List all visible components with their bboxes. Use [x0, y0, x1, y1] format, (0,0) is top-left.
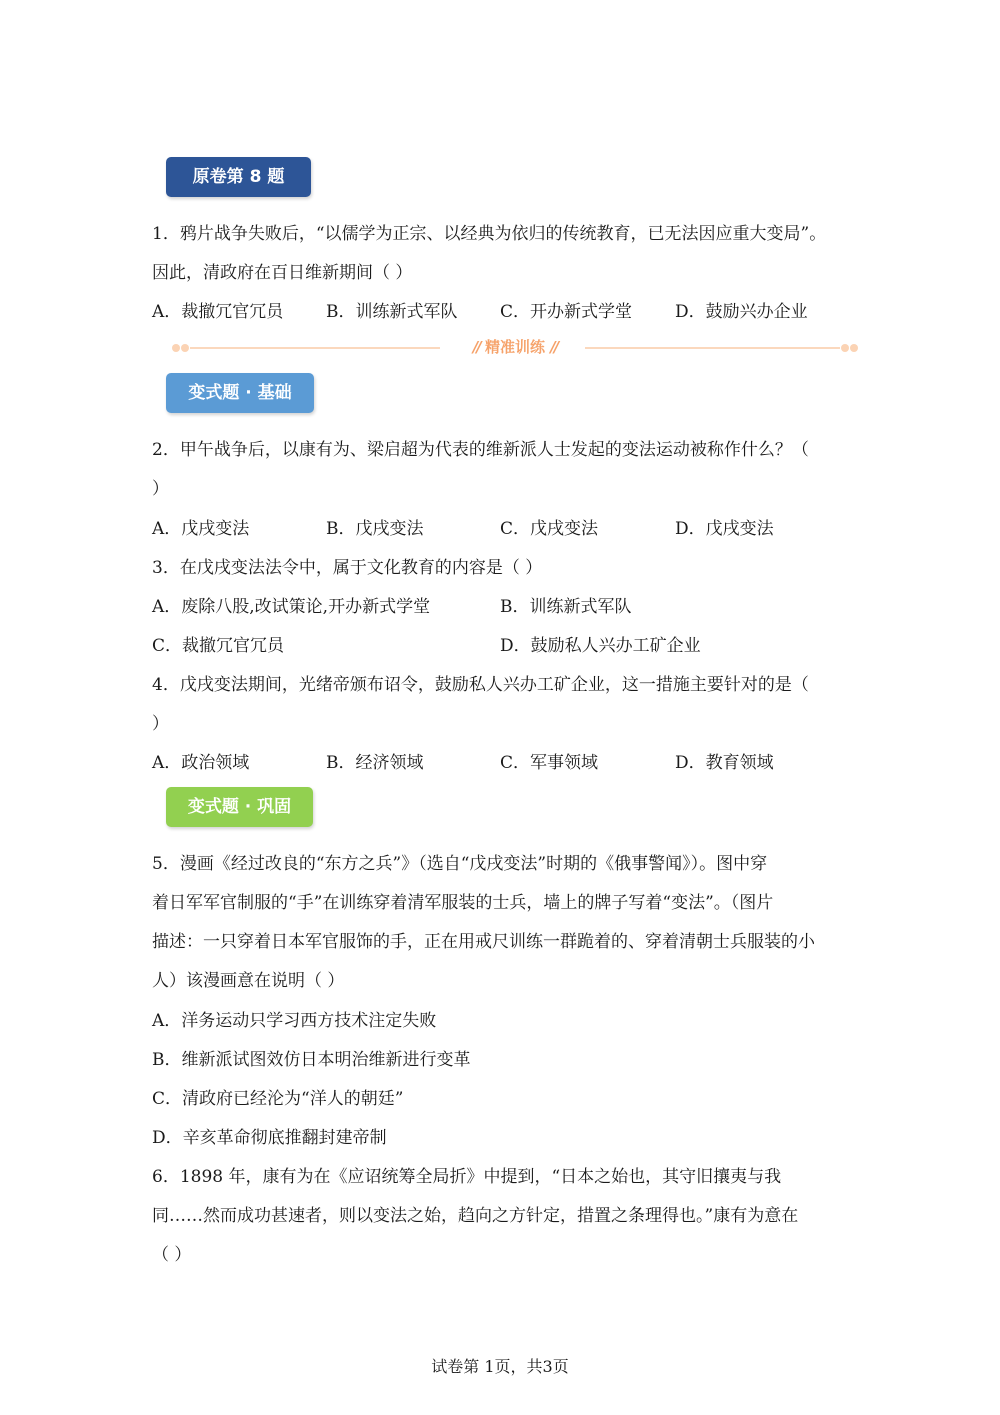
q3-option-d: D．鼓励私人兴办工矿企业: [500, 636, 701, 656]
q5-stem-line-1: 5．漫画《经过改良的“东方之兵”》（选自“戊戌变法”时期的《俄事警闻》）。图中穿: [152, 854, 768, 874]
q5-stem-line-2: 着日军军官制服的“手”在训练穿着清军服装的士兵，墙上的牌子写着“变法”。（图片: [152, 893, 774, 913]
q5-option-a: A．洋务运动只学习西方技术注定失败: [152, 1011, 437, 1031]
q3-option-b: B．训练新式军队: [500, 597, 632, 617]
q1-stem-line-1: 1．鸦片战争失败后，“以儒学为正宗、以经典为依归的传统教育，已无法因应重大变局”。: [152, 224, 827, 244]
q2-option-c: C．戊戌变法: [500, 519, 599, 539]
basic-variant-badge: 变式题 · 基础: [166, 373, 314, 413]
divider-label-group: [440, 336, 590, 358]
q2-option-a: A．戊戌变法: [152, 519, 250, 539]
divider-dot-right: [841, 344, 849, 352]
q4-option-d: D．教育领域: [675, 753, 774, 773]
divider-line-left: [190, 347, 445, 349]
divider-dot-left-2: [181, 344, 189, 352]
divider-dot-left: [172, 344, 180, 352]
q2-stem-line-2: ）: [152, 479, 169, 499]
q4-stem-line-1: 4．戊戌变法期间，光绪帝颁布诏令，鼓励私人兴办工矿企业，这一措施主要针对的是（: [152, 675, 809, 695]
q2-option-b: B．戊戌变法: [326, 519, 424, 539]
q4-option-b: B．经济领域: [326, 753, 424, 773]
q1-option-c: C．开办新式学堂: [500, 302, 633, 322]
original-question-badge: 原卷第 8 题: [166, 157, 311, 197]
q6-stem-line-1: 6．1898 年，康有为在《应诏统筹全局折》中提到，“日本之始也，其守旧攘夷与我: [152, 1167, 782, 1187]
divider-decor-right: //: [550, 338, 558, 356]
q5-option-c: C．清政府已经沦为“洋人的朝廷”: [152, 1089, 404, 1109]
q5-option-b: B．维新派试图效仿日本明治维新进行变革: [152, 1050, 471, 1070]
page-footer: 试卷第 1页，共3页: [431, 1357, 569, 1376]
divider-dot-right-2: [850, 344, 858, 352]
q1-stem-line-2: 因此，清政府在百日维新期间（ ）: [152, 263, 413, 283]
q4-option-a: A．政治领域: [152, 753, 250, 773]
q1-option-a: A．裁撤冗官冗员: [152, 302, 284, 322]
q3-stem-line-1: 3．在戊戌变法法令中，属于文化教育的内容是（ ）: [152, 558, 543, 578]
q4-option-c: C．军事领域: [500, 753, 599, 773]
q2-option-d: D．戊戌变法: [675, 519, 774, 539]
divider-decor-left: //: [472, 338, 480, 356]
q3-option-a: A．废除八股,改试策论,开办新式学堂: [152, 597, 431, 617]
q3-option-c: C．裁撤冗官冗员: [152, 636, 285, 656]
divider-line-right: [585, 347, 840, 349]
q1-option-d: D．鼓励兴办企业: [675, 302, 808, 322]
q5-option-d: D．辛亥革命彻底推翻封建帝制: [152, 1128, 387, 1148]
q2-stem-line-1: 2．甲午战争后，以康有为、梁启超为代表的维新派人士发起的变法运动被称作什么？（: [152, 440, 809, 460]
q5-stem-line-3: 描述：一只穿着日本军官服饰的手，正在用戒尺训练一群跪着的、穿着清朝士兵服装的小: [152, 932, 815, 952]
q6-stem-line-2: 同……然而成功甚速者，则以变法之始，趋向之方针定，措置之条理得也。”康有为意在: [152, 1206, 799, 1226]
consolidate-variant-badge: 变式题 · 巩固: [166, 787, 313, 827]
q5-stem-line-4: 人）该漫画意在说明（ ）: [152, 971, 345, 991]
q6-stem-line-3: （ ）: [152, 1245, 192, 1265]
q1-option-b: B．训练新式军队: [326, 302, 458, 322]
divider-label: 精准训练: [484, 338, 545, 356]
q4-stem-line-2: ）: [152, 714, 169, 734]
